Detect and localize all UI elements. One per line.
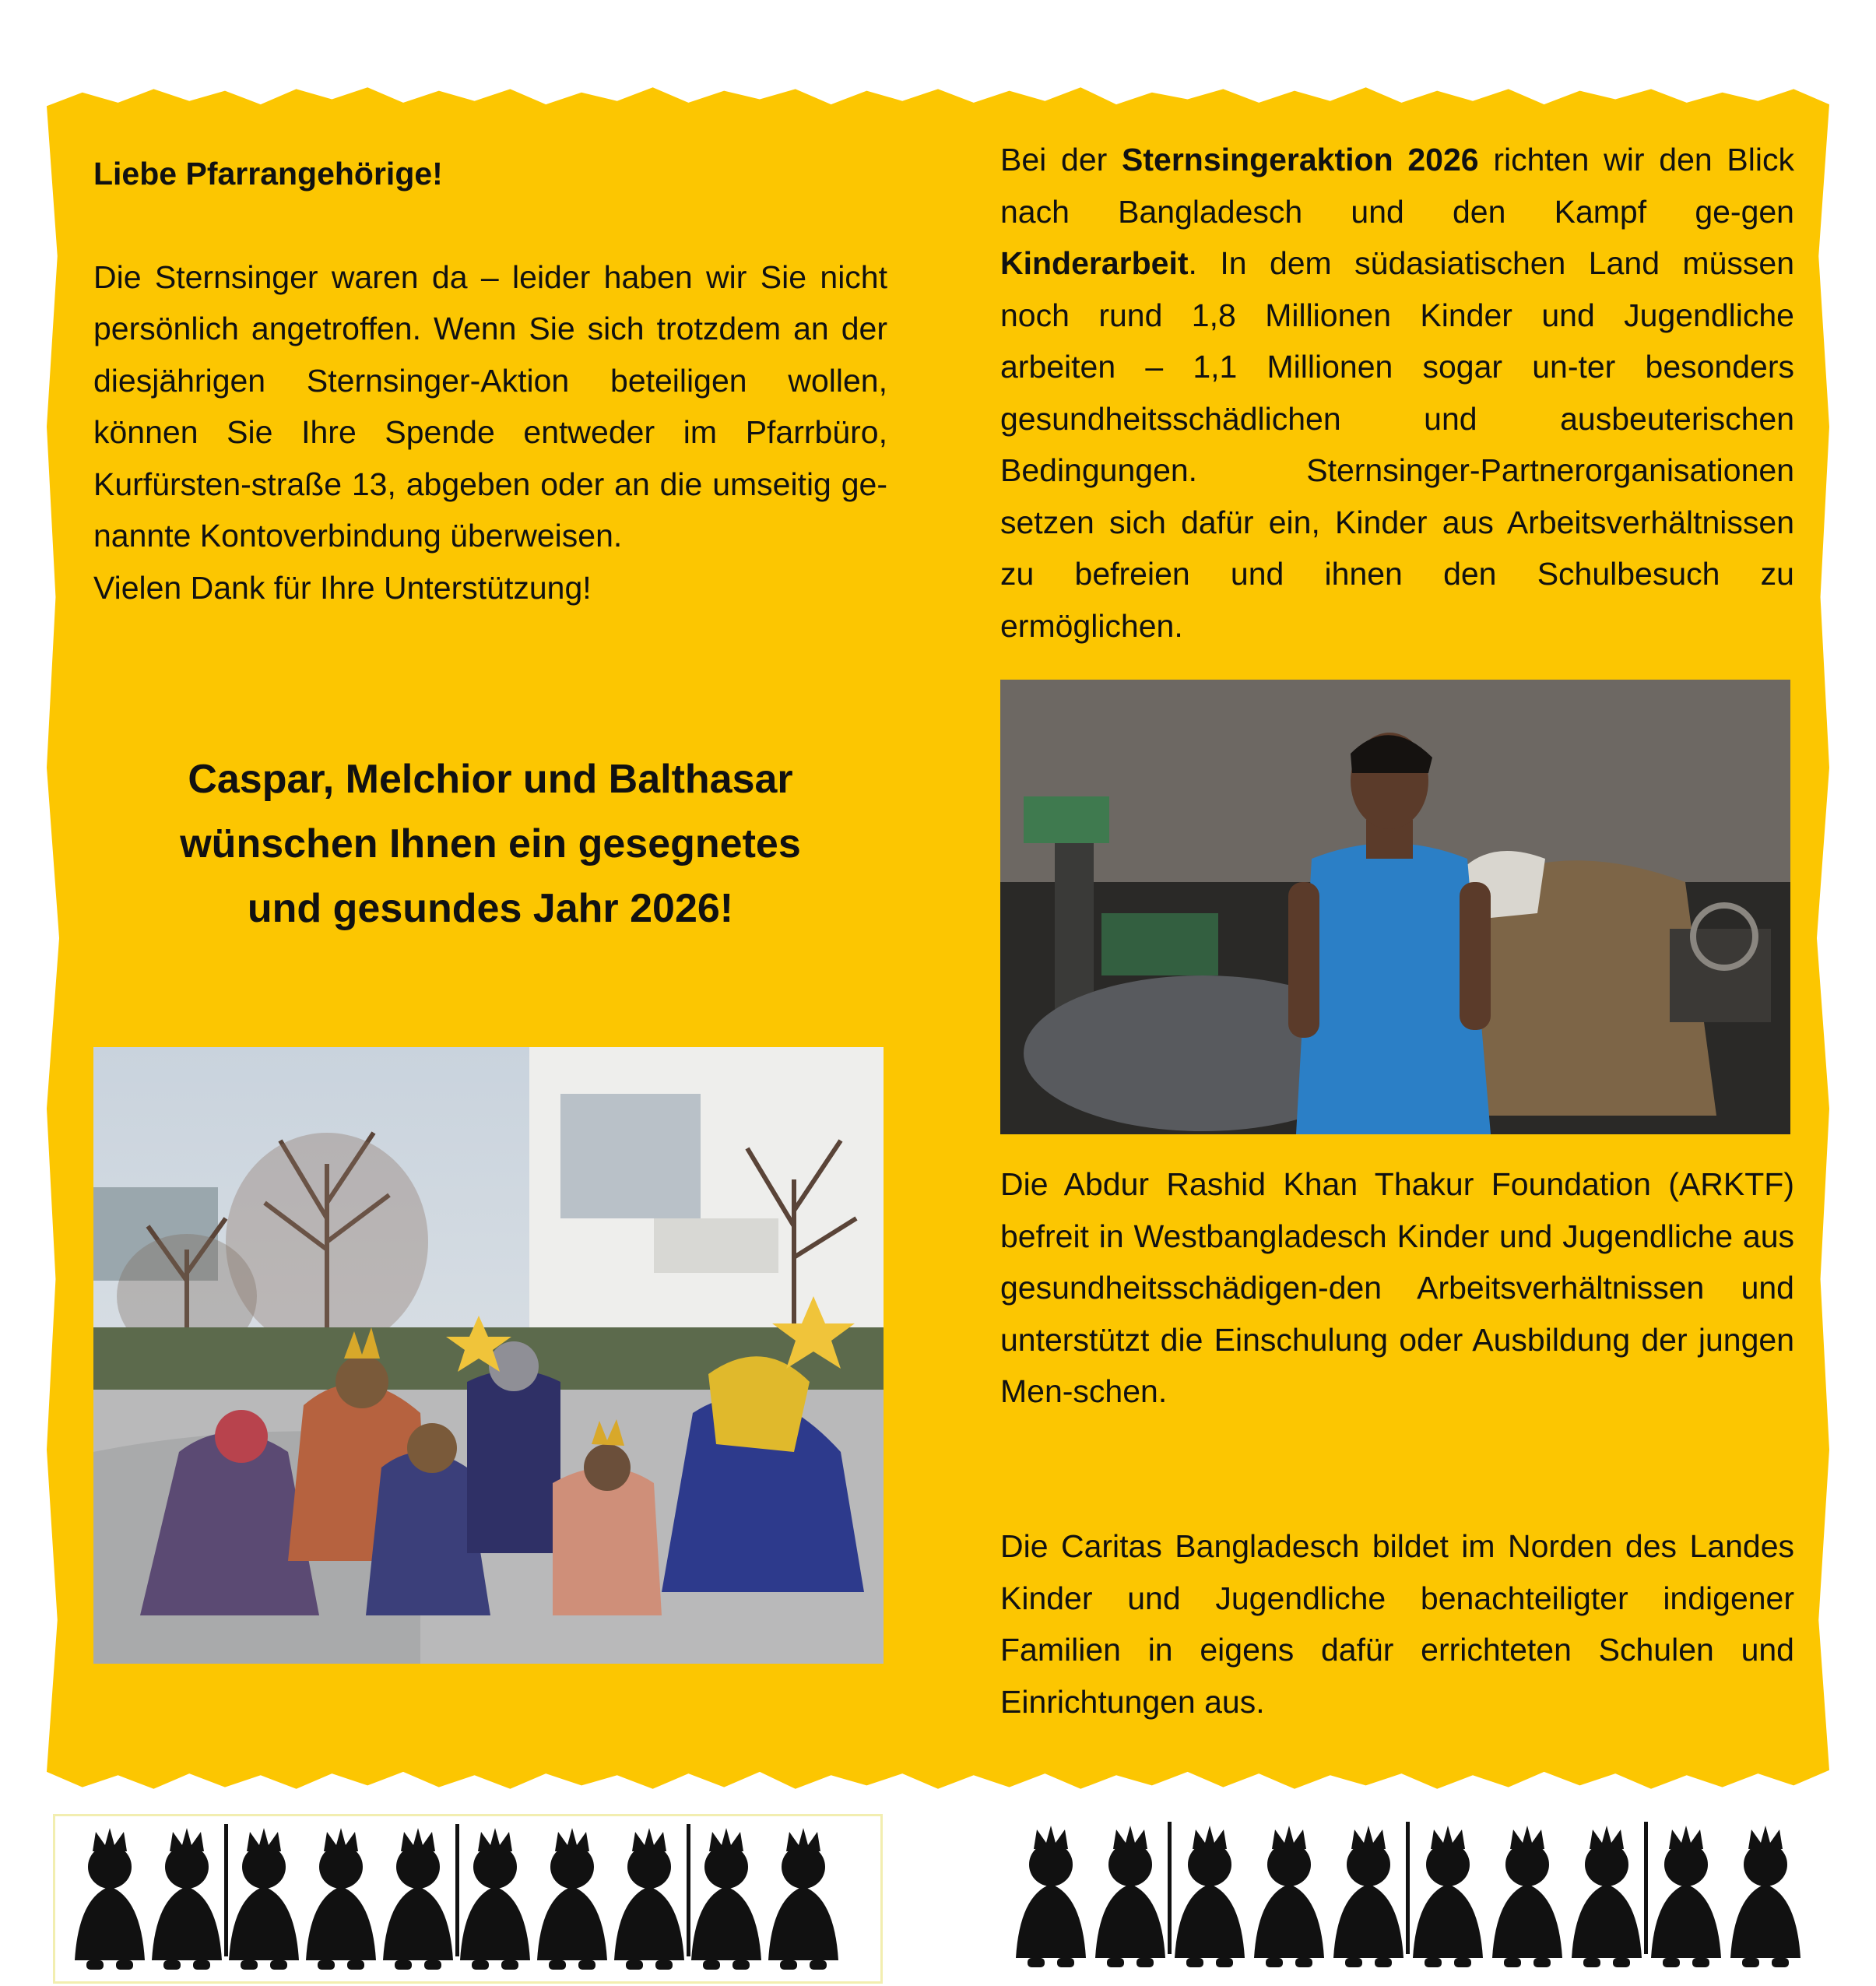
silhouette-figure bbox=[1572, 1822, 1648, 1967]
silhouette-figure bbox=[229, 1828, 299, 1970]
child-worker-photo bbox=[1000, 680, 1790, 1134]
wish-line-3: und gesundes Jahr 2026! bbox=[247, 886, 734, 931]
silhouette-figure bbox=[75, 1828, 145, 1970]
new-year-wish bbox=[93, 747, 887, 941]
topic-child-labour: Kinderarbeit bbox=[1000, 245, 1189, 281]
silhouette-figure bbox=[768, 1828, 838, 1970]
campaign-name: Sternsingeraktion 2026 bbox=[1122, 142, 1479, 178]
silhouette-figure bbox=[1175, 1826, 1245, 1967]
silhouette-figure bbox=[383, 1824, 459, 1970]
silhouette-figure bbox=[1016, 1826, 1086, 1967]
silhouette-figure bbox=[1095, 1822, 1172, 1967]
silhouette-figure bbox=[537, 1828, 607, 1970]
star-singers-silhouette bbox=[1004, 1806, 1822, 1977]
arktf-paragraph: Die Abdur Rashid Khan Thakur Foundation (ARKTF) befreit in Westbangladesch Kinder und Jugendliche aus gesundheitsschädigen-den Arbeitsverhältnissen und unterstützt die Einschulung oder Ausbildung der jungen Men-schen. bbox=[1000, 1166, 1794, 1409]
left-column bbox=[93, 148, 887, 613]
right-column-intro bbox=[1000, 134, 1794, 652]
silhouette-figure bbox=[1651, 1826, 1721, 1967]
thanks-line: Vielen Dank für Ihre Unterstützung! bbox=[93, 569, 592, 606]
greeting: Liebe Pfarrangehörige! bbox=[93, 156, 443, 192]
silhouette-figure bbox=[1254, 1826, 1324, 1967]
silhouette-figure bbox=[152, 1824, 228, 1970]
silhouette-figure bbox=[306, 1828, 376, 1970]
silhouette-figure bbox=[1730, 1826, 1800, 1967]
wish-line-1: Caspar, Melchior und Balthasar bbox=[188, 757, 793, 802]
star-singers-photo bbox=[93, 1047, 884, 1664]
intro-paragraph: Die Sternsinger waren da – leider haben wir Sie nicht persönlich angetroffen. Wenn Sie sich trotzdem an der diesjährigen Sternsinger-Aktion beteiligen wollen, können Sie Ihre Spende entweder im Pfarrbüro, Kurfürsten-straße 13, abgeben oder an die umseitig ge-nannte Kontoverbindung überweisen. bbox=[93, 258, 887, 554]
silhouette-figure bbox=[614, 1824, 690, 1970]
campaign-paragraph: Bei der Sternsingeraktion 2026 richten wir den Blick nach Bangladesch und den Kampf ge-gen Kinderarbeit. In dem südasiatischen Land müssen noch rund 1,8 Millionen Kinder und Jugendliche arbeiten – 1,1 Millionen sogar un-ter besonders gesundheitsschädlichen und ausbeuterischen Bedingungen. Sternsinger-Partnerorganisationen setzen sich dafür ein, Kinder aus Arbeitsverhältnissen zu befreien und ihnen den Schulbesuch zu ermöglichen. bbox=[1000, 142, 1794, 644]
silhouette-figure bbox=[1333, 1822, 1410, 1967]
silhouette-figure bbox=[460, 1828, 530, 1970]
caritas-paragraph: Die Caritas Bangladesch bildet im Norden des Landes Kinder und Jugendliche benachteiligter indigener Familien in eigens dafür errichteten Schulen und Einrichtungen aus. bbox=[1000, 1528, 1794, 1720]
star-singers-silhouette bbox=[53, 1814, 883, 1984]
wish-line-2: wünschen Ihnen ein gesegnetes bbox=[180, 821, 801, 866]
silhouette-figure bbox=[691, 1828, 761, 1970]
silhouette-figure bbox=[1492, 1826, 1562, 1967]
silhouette-figure bbox=[1413, 1826, 1483, 1967]
